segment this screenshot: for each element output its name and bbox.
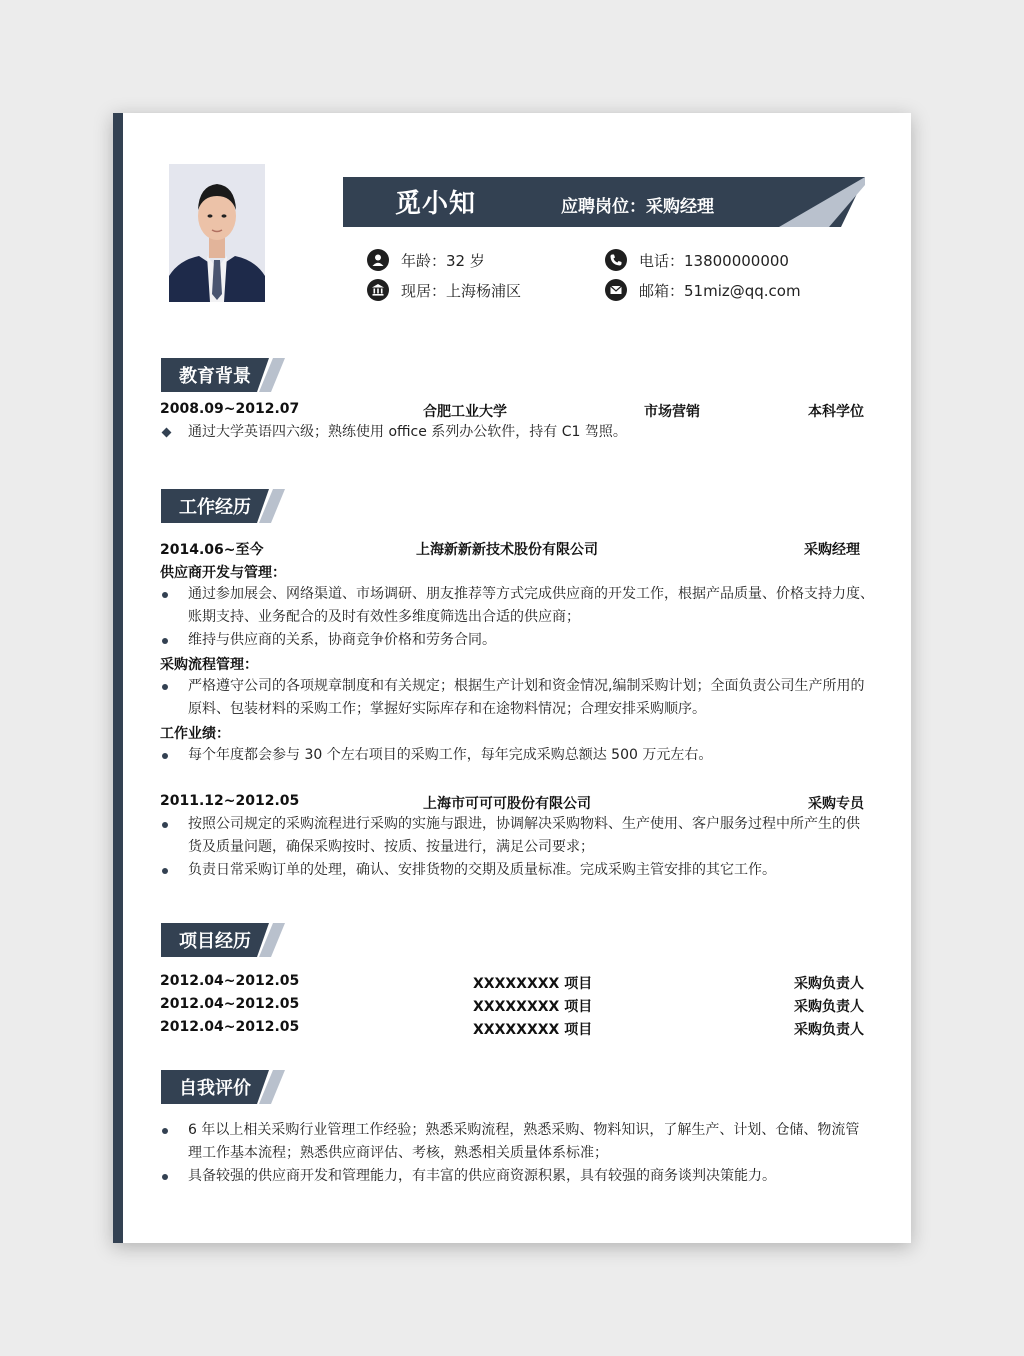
job1-bullet-1: 通过参加展会、网络渠道、市场调研、朋友推荐等方式完成供应商的开发工作，根据产品质量、价格支持力度、 <box>188 586 874 602</box>
bullet-icon <box>162 638 168 644</box>
age-text: 年龄：32 岁 <box>401 251 485 270</box>
person-icon <box>367 249 389 271</box>
project-role: 采购负责人 <box>794 976 864 992</box>
job1-bullet-2: 维持与供应商的关系，协商竞争价格和劳务合同。 <box>188 632 496 648</box>
project-name: XXXXXXXX 项目 <box>473 999 593 1015</box>
project-period: 2012.04~2012.05 <box>160 1019 300 1035</box>
education-school: 合肥工业大学 <box>423 404 507 420</box>
job2-bullet-1-cont: 货及质量问题，确保采购按时、按质、按量进行，满足公司要求； <box>188 839 594 855</box>
job2-bullet-2: 负责日常采购订单的处理，确认、安排货物的交期及质量标准。完成采购主管安排的其它工作。 <box>188 862 776 878</box>
bullet-icon <box>162 822 168 828</box>
job2-bullet-1: 按照公司规定的采购流程进行采购的实施与跟进，协调解决采购物料、生产使用、客户服务过程中所产生的供 <box>188 816 860 832</box>
project-name: XXXXXXXX 项目 <box>473 1022 593 1038</box>
phone-info <box>605 249 789 271</box>
job1-bullet-3-cont: 原料、包装材料的采购工作；掌握好实际库存和在途物料情况；合理安排采购顺序。 <box>188 701 706 717</box>
education-note: 通过大学英语四六级；熟练使用 office 系列办公软件，持有 C1 驾照。 <box>188 424 627 440</box>
resume-page <box>113 113 911 1243</box>
portrait-image <box>169 164 265 302</box>
email-text: 邮箱：51miz@qq.com <box>639 281 801 300</box>
education-period: 2008.09~2012.07 <box>160 401 300 417</box>
self-bullet-1-cont: 理工作基本流程；熟悉供应商评估、考核，熟悉相关质量体系标准； <box>188 1145 608 1161</box>
project-name: XXXXXXXX 项目 <box>473 976 593 992</box>
job1-subheading-supplier: 供应商开发与管理： <box>160 565 286 581</box>
candidate-name: 觅小知 <box>395 189 477 219</box>
job1-bullet-4: 每个年度都会参与 30 个左右项目的采购工作，每年完成采购总额达 500 万元左右。 <box>188 747 713 763</box>
residence-info <box>367 279 521 301</box>
education-heading: 教育背景 <box>161 358 285 392</box>
bullet-icon <box>162 1174 168 1180</box>
bank-icon <box>367 279 389 301</box>
projects-heading: 项目经历 <box>161 923 285 957</box>
phone-text: 电话：13800000000 <box>639 251 789 270</box>
self-bullet-1: 6 年以上相关采购行业管理工作经验；熟悉采购流程，熟悉采购、物料知识，了解生产、计划、仓储、物流管 <box>188 1122 860 1138</box>
mail-icon <box>605 279 627 301</box>
job1-company: 上海新新新技术股份有限公司 <box>416 542 598 558</box>
work-heading: 工作经历 <box>161 489 285 523</box>
project-period: 2012.04~2012.05 <box>160 996 300 1012</box>
job2-company: 上海市可可可股份有限公司 <box>423 796 591 812</box>
bullet-icon <box>162 684 168 690</box>
name-banner <box>343 177 865 227</box>
education-major: 市场营销 <box>644 404 700 420</box>
project-role: 采购负责人 <box>794 1022 864 1038</box>
self-evaluation-heading: 自我评价 <box>161 1070 285 1104</box>
project-period: 2012.04~2012.05 <box>160 973 300 989</box>
job1-subheading-results: 工作业绩： <box>160 726 230 742</box>
job1-period: 2014.06~至今 <box>160 542 264 558</box>
residence-text: 现居：上海杨浦区 <box>401 281 522 300</box>
bullet-icon <box>162 1128 168 1134</box>
diamond-bullet-icon <box>162 428 172 438</box>
job1-subheading-process: 采购流程管理： <box>160 657 258 673</box>
age-info <box>367 249 485 271</box>
self-bullet-2: 具备较强的供应商开发和管理能力，有丰富的供应商资源积累，具有较强的商务谈判决策能力。 <box>188 1168 776 1184</box>
project-role: 采购负责人 <box>794 999 864 1015</box>
bullet-icon <box>162 868 168 874</box>
bullet-icon <box>162 753 168 759</box>
education-degree: 本科学位 <box>808 404 864 420</box>
left-accent-bar <box>113 113 123 1243</box>
job1-bullet-1-cont: 账期支持、业务配合的及时有效性多维度筛选出合适的供应商； <box>188 609 580 625</box>
bullet-icon <box>162 592 168 598</box>
job1-bullet-3: 严格遵守公司的各项规章制度和有关规定；根据生产计划和资金情况,编制采购计划；全面负责公司生产所用的 <box>188 678 865 694</box>
applied-position: 应聘岗位：采购经理 <box>561 197 714 217</box>
email-info <box>605 279 801 301</box>
phone-icon <box>605 249 627 271</box>
avatar <box>169 164 265 302</box>
job1-role: 采购经理 <box>804 542 860 558</box>
job2-role: 采购专员 <box>808 796 864 812</box>
job2-period: 2011.12~2012.05 <box>160 793 300 809</box>
